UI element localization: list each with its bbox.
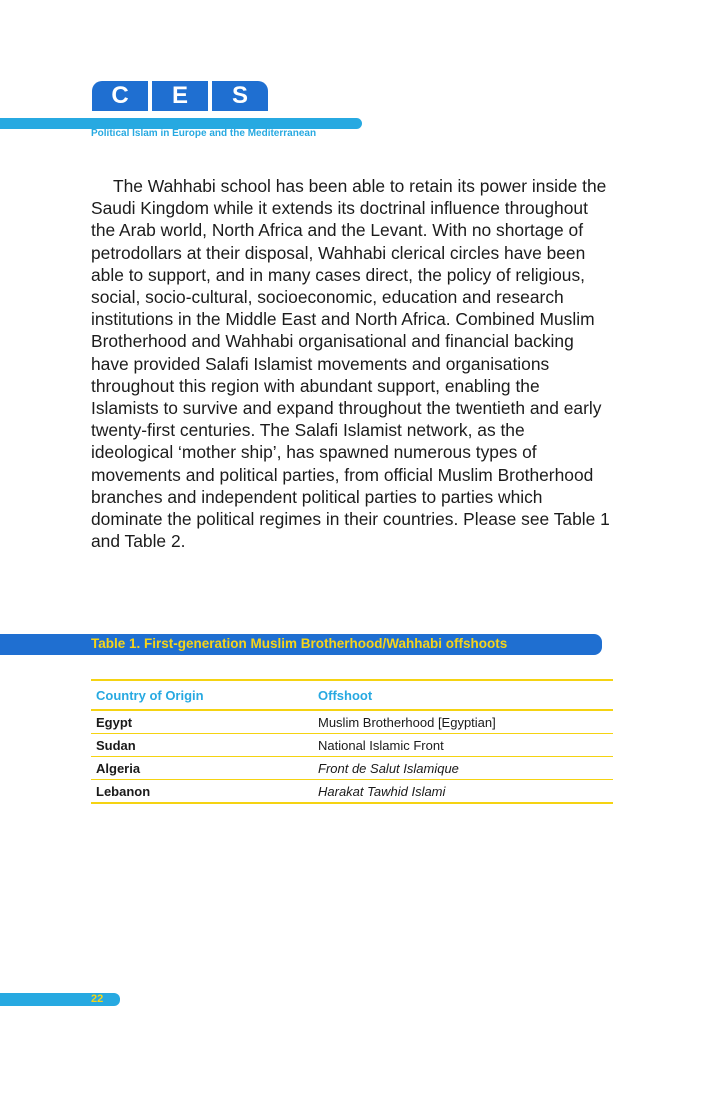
- cell-country: Lebanon: [91, 780, 313, 804]
- cell-offshoot: Muslim Brotherhood [Egyptian]: [313, 710, 613, 734]
- cell-country: Algeria: [91, 757, 313, 780]
- header-offshoot: Offshoot: [313, 680, 613, 710]
- body-paragraph: The Wahhabi school has been able to retain its power inside the Saudi Kingdom while it extends its doctrinal influence throughout the Arab world, North Africa and the Levant. With no shortage of petrodollars at their disposal, Wahhabi clerical circles have been able to support, and in many cases direct, the policy of religious, social, socio-cultural, socioeconomic, education and research institutions in the Middle East and North Africa. Combined Muslim Brotherhood and Wahhabi organisational and financial backing have provided Salafi Islamist movements and organisations throughout this region with abundant support, enabling the Islamists to survive and expand throughout the twentieth and early twenty-first centuries. The Salafi Islamist network, as the ideological ‘mother ship’, has spawned numerous types of movements and political parties, from official Muslim Brotherhood branches and independent political parties to parties which dominate the political regimes in their countries. Please see Table 1 and Table 2.: [91, 176, 610, 552]
- header-country: Country of Origin: [91, 680, 313, 710]
- table-row: [91, 710, 613, 734]
- logo-letter-e: E: [152, 81, 208, 111]
- table-row: [91, 734, 613, 757]
- cell-offshoot: National Islamic Front: [313, 734, 613, 757]
- cell-country: Egypt: [91, 710, 313, 734]
- table-header-row: [91, 680, 613, 710]
- table-row: [91, 757, 613, 780]
- cell-country: Sudan: [91, 734, 313, 757]
- cell-offshoot: Harakat Tawhid Islami: [313, 780, 613, 804]
- logo-letter-s: S: [212, 81, 268, 111]
- running-header: Political Islam in Europe and the Mediterranean: [91, 128, 317, 139]
- table-row: [91, 780, 613, 804]
- ces-logo: [92, 81, 272, 111]
- table-caption: Table 1. First-generation Muslim Brotherhood/Wahhabi offshoots: [91, 636, 508, 651]
- body-text: [91, 175, 611, 552]
- cell-offshoot: Front de Salut Islamique: [313, 757, 613, 780]
- logo-letter-c: C: [92, 81, 148, 111]
- page-number: 22: [91, 993, 104, 1005]
- offshoots-table: [91, 679, 613, 804]
